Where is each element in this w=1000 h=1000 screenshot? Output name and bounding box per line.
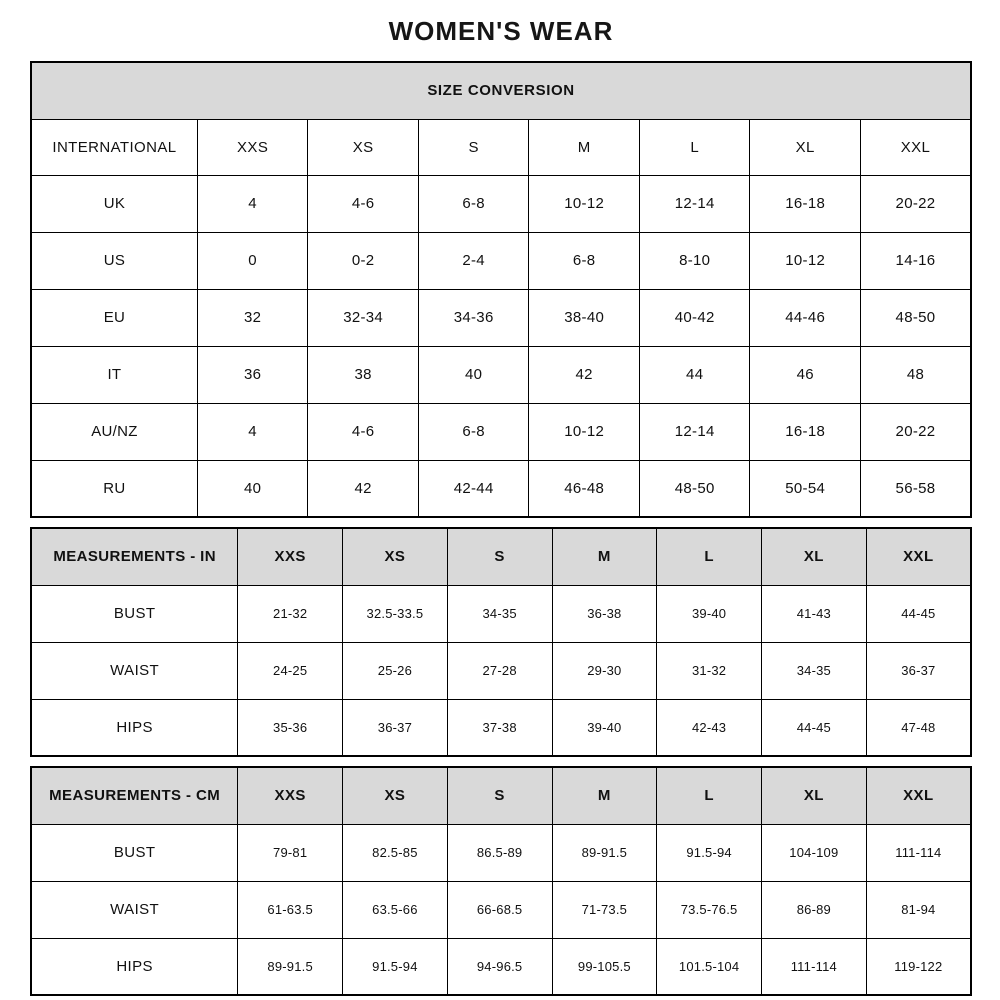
row-label: WAIST bbox=[31, 642, 238, 699]
value-cell: 21-32 bbox=[238, 585, 343, 642]
value-cell: 16-18 bbox=[750, 403, 861, 460]
value-cell: 50-54 bbox=[750, 460, 861, 517]
value-cell: 81-94 bbox=[866, 881, 971, 938]
value-cell: 34-35 bbox=[761, 642, 866, 699]
value-cell: 0-2 bbox=[308, 232, 419, 289]
value-cell: 111-114 bbox=[866, 824, 971, 881]
table-row bbox=[31, 585, 971, 642]
column-header: L bbox=[657, 528, 762, 585]
row-label: HIPS bbox=[31, 699, 238, 756]
value-cell: 14-16 bbox=[860, 232, 971, 289]
column-header: XS bbox=[343, 767, 448, 824]
table-row bbox=[31, 699, 971, 756]
value-cell: 119-122 bbox=[866, 938, 971, 995]
row-label: RU bbox=[31, 460, 197, 517]
value-cell: 27-28 bbox=[447, 642, 552, 699]
row-label: IT bbox=[31, 346, 197, 403]
value-cell: 66-68.5 bbox=[447, 881, 552, 938]
value-cell: 32 bbox=[197, 289, 308, 346]
value-cell: 10-12 bbox=[750, 232, 861, 289]
measurements-cm-table bbox=[30, 766, 972, 996]
table-row bbox=[31, 460, 971, 517]
value-cell: 36-37 bbox=[866, 642, 971, 699]
column-header: XXS bbox=[197, 119, 308, 175]
table-row bbox=[31, 824, 971, 881]
value-cell: 6-8 bbox=[418, 403, 529, 460]
value-cell: 56-58 bbox=[860, 460, 971, 517]
size-conversion-table bbox=[30, 61, 972, 518]
value-cell: 79-81 bbox=[238, 824, 343, 881]
value-cell: 6-8 bbox=[529, 232, 640, 289]
value-cell: 39-40 bbox=[657, 585, 762, 642]
value-cell: 36-38 bbox=[552, 585, 657, 642]
value-cell: 36-37 bbox=[343, 699, 448, 756]
value-cell: 12-14 bbox=[639, 175, 750, 232]
column-header: S bbox=[447, 767, 552, 824]
column-header: XXL bbox=[866, 767, 971, 824]
value-cell: 40-42 bbox=[639, 289, 750, 346]
value-cell: 48 bbox=[860, 346, 971, 403]
value-cell: 37-38 bbox=[447, 699, 552, 756]
value-cell: 20-22 bbox=[860, 175, 971, 232]
row-label: WAIST bbox=[31, 881, 238, 938]
column-header: XL bbox=[750, 119, 861, 175]
value-cell: 24-25 bbox=[238, 642, 343, 699]
value-cell: 32.5-33.5 bbox=[343, 585, 448, 642]
row-label: US bbox=[31, 232, 197, 289]
table-row bbox=[31, 881, 971, 938]
value-cell: 73.5-76.5 bbox=[657, 881, 762, 938]
table-banner-row bbox=[31, 62, 971, 119]
table-row bbox=[31, 289, 971, 346]
value-cell: 44-46 bbox=[750, 289, 861, 346]
value-cell: 4-6 bbox=[308, 175, 419, 232]
row-label: BUST bbox=[31, 585, 238, 642]
value-cell: 38 bbox=[308, 346, 419, 403]
column-header-row bbox=[31, 767, 971, 824]
value-cell: 32-34 bbox=[308, 289, 419, 346]
value-cell: 10-12 bbox=[529, 175, 640, 232]
value-cell: 2-4 bbox=[418, 232, 529, 289]
value-cell: 71-73.5 bbox=[552, 881, 657, 938]
value-cell: 47-48 bbox=[866, 699, 971, 756]
value-cell: 111-114 bbox=[761, 938, 866, 995]
value-cell: 4 bbox=[197, 175, 308, 232]
value-cell: 86-89 bbox=[761, 881, 866, 938]
value-cell: 61-63.5 bbox=[238, 881, 343, 938]
value-cell: 40 bbox=[418, 346, 529, 403]
column-header: XS bbox=[343, 528, 448, 585]
column-header: M bbox=[552, 767, 657, 824]
value-cell: 42 bbox=[308, 460, 419, 517]
column-header: S bbox=[418, 119, 529, 175]
value-cell: 0 bbox=[197, 232, 308, 289]
corner-header: INTERNATIONAL bbox=[31, 119, 197, 175]
value-cell: 48-50 bbox=[860, 289, 971, 346]
column-header: XXL bbox=[860, 119, 971, 175]
value-cell: 46-48 bbox=[529, 460, 640, 517]
corner-header: MEASUREMENTS - IN bbox=[31, 528, 238, 585]
value-cell: 44-45 bbox=[761, 699, 866, 756]
value-cell: 39-40 bbox=[552, 699, 657, 756]
value-cell: 104-109 bbox=[761, 824, 866, 881]
value-cell: 20-22 bbox=[860, 403, 971, 460]
value-cell: 6-8 bbox=[418, 175, 529, 232]
value-cell: 36 bbox=[197, 346, 308, 403]
table-row bbox=[31, 175, 971, 232]
value-cell: 89-91.5 bbox=[552, 824, 657, 881]
value-cell: 31-32 bbox=[657, 642, 762, 699]
table-row bbox=[31, 938, 971, 995]
value-cell: 41-43 bbox=[761, 585, 866, 642]
corner-header: MEASUREMENTS - CM bbox=[31, 767, 238, 824]
column-header: XL bbox=[761, 767, 866, 824]
value-cell: 35-36 bbox=[238, 699, 343, 756]
value-cell: 4 bbox=[197, 403, 308, 460]
value-cell: 82.5-85 bbox=[343, 824, 448, 881]
value-cell: 29-30 bbox=[552, 642, 657, 699]
value-cell: 25-26 bbox=[343, 642, 448, 699]
column-header-row bbox=[31, 119, 971, 175]
column-header: XXL bbox=[866, 528, 971, 585]
table-banner: SIZE CONVERSION bbox=[31, 62, 971, 119]
value-cell: 48-50 bbox=[639, 460, 750, 517]
column-header: L bbox=[657, 767, 762, 824]
row-label: BUST bbox=[31, 824, 238, 881]
value-cell: 16-18 bbox=[750, 175, 861, 232]
value-cell: 63.5-66 bbox=[343, 881, 448, 938]
table-row bbox=[31, 642, 971, 699]
value-cell: 34-35 bbox=[447, 585, 552, 642]
value-cell: 91.5-94 bbox=[657, 824, 762, 881]
value-cell: 42-43 bbox=[657, 699, 762, 756]
value-cell: 44 bbox=[639, 346, 750, 403]
value-cell: 10-12 bbox=[529, 403, 640, 460]
table-row bbox=[31, 403, 971, 460]
row-label: HIPS bbox=[31, 938, 238, 995]
measurements-in-table bbox=[30, 527, 972, 757]
column-header: L bbox=[639, 119, 750, 175]
value-cell: 12-14 bbox=[639, 403, 750, 460]
row-label: EU bbox=[31, 289, 197, 346]
value-cell: 42-44 bbox=[418, 460, 529, 517]
row-label: UK bbox=[31, 175, 197, 232]
value-cell: 4-6 bbox=[308, 403, 419, 460]
row-label: AU/NZ bbox=[31, 403, 197, 460]
value-cell: 86.5-89 bbox=[447, 824, 552, 881]
column-header: XXS bbox=[238, 528, 343, 585]
value-cell: 91.5-94 bbox=[343, 938, 448, 995]
value-cell: 101.5-104 bbox=[657, 938, 762, 995]
column-header: S bbox=[447, 528, 552, 585]
value-cell: 38-40 bbox=[529, 289, 640, 346]
value-cell: 8-10 bbox=[639, 232, 750, 289]
column-header-row bbox=[31, 528, 971, 585]
column-header: M bbox=[529, 119, 640, 175]
value-cell: 99-105.5 bbox=[552, 938, 657, 995]
column-header: XS bbox=[308, 119, 419, 175]
column-header: M bbox=[552, 528, 657, 585]
value-cell: 42 bbox=[529, 346, 640, 403]
value-cell: 89-91.5 bbox=[238, 938, 343, 995]
value-cell: 44-45 bbox=[866, 585, 971, 642]
column-header: XXS bbox=[238, 767, 343, 824]
table-row bbox=[31, 232, 971, 289]
table-row bbox=[31, 346, 971, 403]
value-cell: 94-96.5 bbox=[447, 938, 552, 995]
value-cell: 46 bbox=[750, 346, 861, 403]
page-title: WOMEN'S WEAR bbox=[388, 16, 614, 46]
value-cell: 40 bbox=[197, 460, 308, 517]
column-header: XL bbox=[761, 528, 866, 585]
value-cell: 34-36 bbox=[418, 289, 529, 346]
